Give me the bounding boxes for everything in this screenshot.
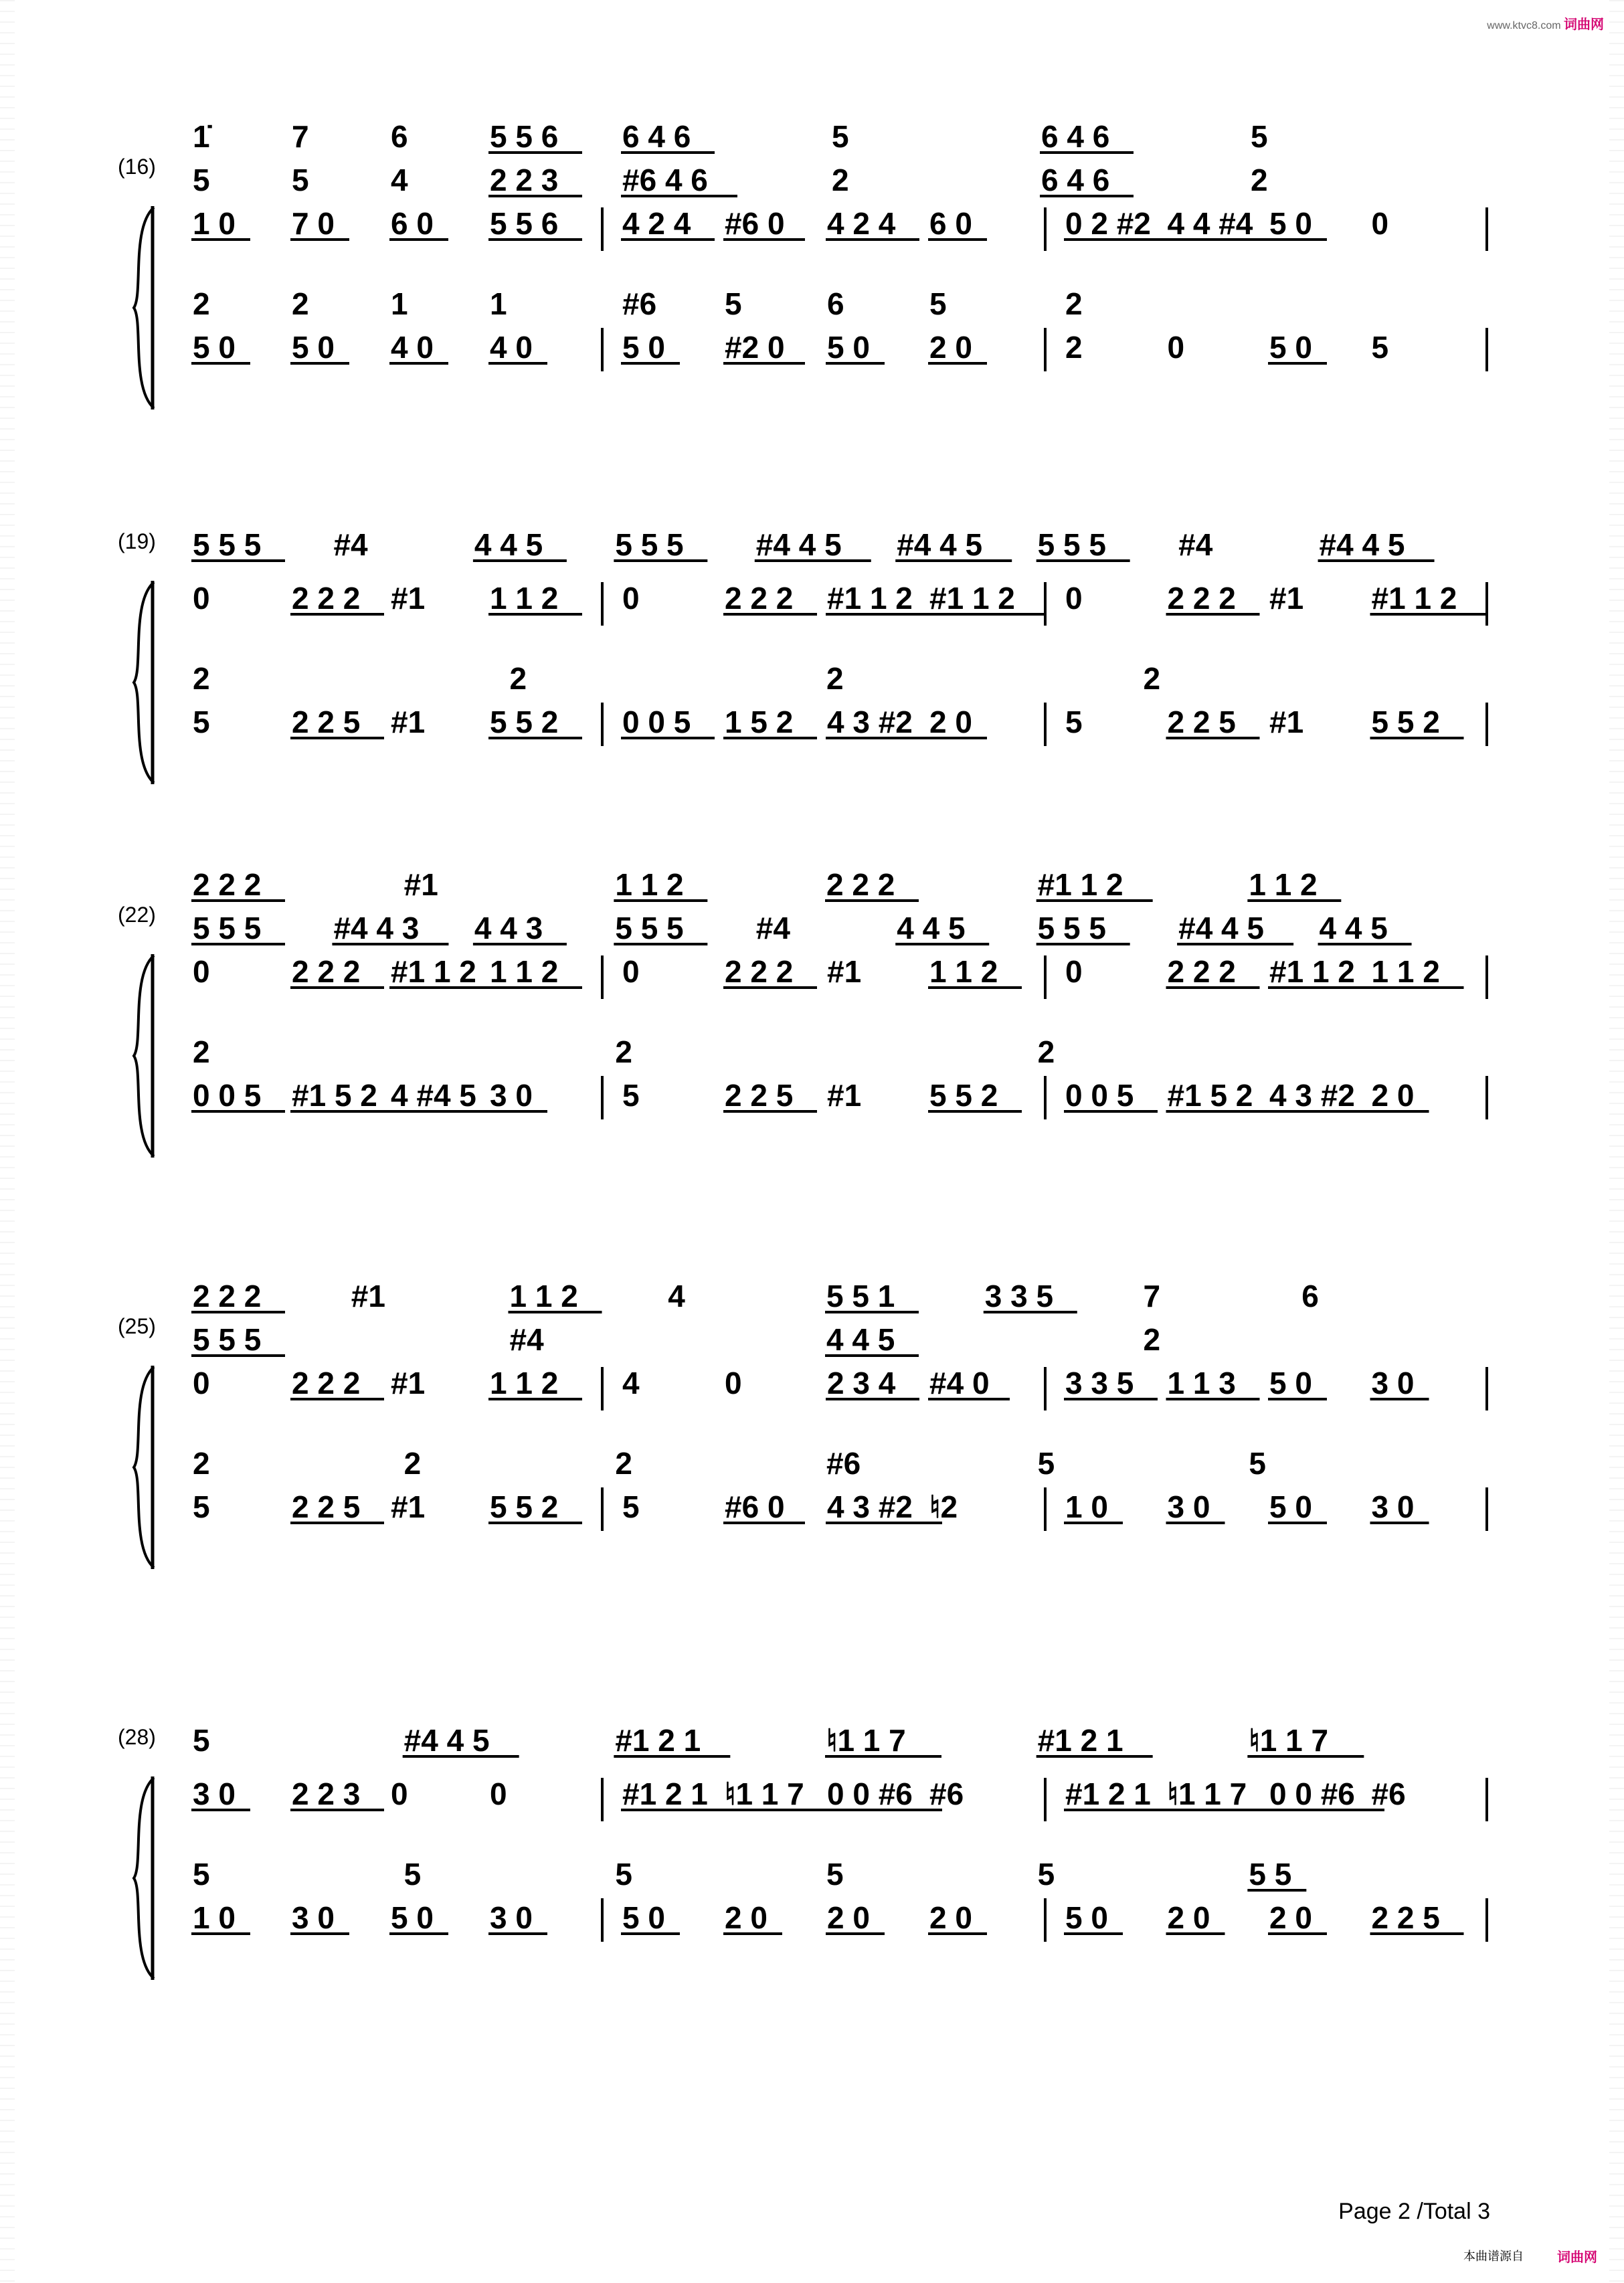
lower-row-note-group: 5 xyxy=(615,1857,632,1892)
lower-row-note-group: 2 2 5 xyxy=(292,1489,361,1524)
upper-row-note-group: #1 xyxy=(391,581,426,616)
upper-row-note-group: 2 3 4 xyxy=(827,1366,896,1400)
upper-row-note-group: 2 2 2 xyxy=(725,954,794,989)
lower-row-note-group: 2 xyxy=(193,1034,210,1069)
upper-row-note-group: ♮1 1 7 xyxy=(725,1776,804,1811)
upper-row-note-group: 5 xyxy=(193,163,210,197)
measure-number: (22) xyxy=(118,903,156,927)
upper-row-note-group: 5 xyxy=(1251,119,1268,154)
upper-row-note-group: #4 xyxy=(1178,527,1213,562)
lower-row-note-group: 0 0 5 xyxy=(622,705,691,739)
upper-row-note-group: #1 xyxy=(827,954,862,989)
lower-row-note-group: 5 5 2 xyxy=(1371,705,1440,739)
lower-row-note-group: 4 3 #2 xyxy=(827,1489,913,1524)
upper-row-note-group: 2 2 3 xyxy=(292,1776,361,1811)
lower-row-note-group: 1 0 xyxy=(193,1900,236,1935)
upper-row-note-group: 0 xyxy=(1065,954,1083,989)
upper-row-note-group: 1 1 2 xyxy=(509,1279,578,1313)
lower-row-note-group: #1 xyxy=(1269,705,1304,739)
upper-row-note-group: ♮1 1 7 xyxy=(1249,1723,1329,1758)
upper-row-note-group: 6 0 xyxy=(391,206,434,241)
upper-row-note-group: #1 xyxy=(403,867,438,902)
site-brand-logo: 词曲网 xyxy=(1564,17,1604,32)
lower-row-note-group: #1 xyxy=(391,1489,426,1524)
lower-row-note-group: 2 0 xyxy=(1269,1900,1312,1935)
score-system xyxy=(118,1279,1487,1569)
upper-row-note-group: 0 xyxy=(725,1366,742,1400)
lower-row-note-group: 4 3 #2 xyxy=(1269,1078,1355,1113)
lower-row-note-group: 2 0 xyxy=(827,1900,870,1935)
upper-row-note-group: 2 xyxy=(832,163,849,197)
upper-row-note-group: 4 xyxy=(391,163,408,197)
lower-row-note-group: #1 5 2 xyxy=(292,1078,377,1113)
score-system xyxy=(118,119,1487,409)
upper-row-note-group: #6 0 xyxy=(725,206,785,241)
lower-row-note-group: 2 xyxy=(615,1034,632,1069)
upper-row-note-group: 0 xyxy=(193,954,210,989)
measure-number: (25) xyxy=(118,1314,156,1338)
upper-row-note-group: #4 4 5 xyxy=(1178,911,1265,945)
lower-row-note-group: #2 0 xyxy=(725,330,785,365)
lower-row-note-group: 1 0 xyxy=(1065,1489,1108,1524)
upper-row-note-group: 2 2 2 xyxy=(292,1366,361,1400)
lower-row-note-group: 2 0 xyxy=(725,1900,768,1935)
upper-row-note-group: 2 2 2 xyxy=(826,867,895,902)
upper-row-note-group: ♮1 1 7 xyxy=(1167,1776,1247,1811)
upper-row-note-group: #1 1 2 xyxy=(391,954,476,989)
lower-row-note-group: 2 xyxy=(193,286,210,321)
lower-row-note-group: 0 0 5 xyxy=(1065,1078,1134,1113)
lower-row-note-group: 5 0 xyxy=(193,330,236,365)
lower-row-note-group: 2 xyxy=(193,1446,210,1481)
upper-row-note-group: 3 3 5 xyxy=(984,1279,1054,1313)
lower-row-note-group: 5 0 xyxy=(1269,1489,1312,1524)
lower-row-note-group: 2 2 5 xyxy=(725,1078,794,1113)
lower-row-note-group: 1 xyxy=(490,286,507,321)
upper-row-note-group: #1 2 1 xyxy=(1037,1723,1123,1758)
lower-row-note-group: 2 xyxy=(1143,661,1161,696)
lower-row-note-group: 5 xyxy=(193,705,210,739)
upper-row-note-group: #1 2 1 xyxy=(1065,1776,1151,1811)
upper-row-note-group: 6 0 xyxy=(929,206,972,241)
lower-row-note-group: 2 2 5 xyxy=(292,705,361,739)
upper-row-note-group: #1 xyxy=(1269,581,1304,616)
lower-row-note-group: 4 0 xyxy=(391,330,434,365)
upper-row-note-group: #1 1 2 xyxy=(1371,581,1457,616)
lower-row-note-group: 5 xyxy=(622,1489,640,1524)
upper-row-note-group: #4 4 5 xyxy=(403,1723,490,1758)
upper-row-note-group: 5 5 5 xyxy=(193,1322,262,1357)
lower-row-note-group: 5 0 xyxy=(1269,330,1312,365)
lower-row-note-group: 2 xyxy=(615,1446,632,1481)
upper-row-note-group: 4 4 5 xyxy=(1319,911,1388,945)
lower-row-note-group: 5 0 xyxy=(622,1900,665,1935)
upper-row-note-group: 1 1 2 xyxy=(1371,954,1440,989)
lower-row-note-group: 3 0 xyxy=(490,1078,533,1113)
upper-row-note-group: 1 1 2 xyxy=(490,581,559,616)
upper-row-note-group: 6 xyxy=(1301,1279,1319,1313)
lower-row-note-group: 2 0 xyxy=(929,705,972,739)
upper-row-note-group: 1 1 3 xyxy=(1167,1366,1236,1400)
upper-row-note-group: 3 0 xyxy=(1371,1366,1415,1400)
upper-row-note-group: #1 1 2 xyxy=(929,581,1015,616)
upper-row-note-group: 3 0 xyxy=(193,1776,236,1811)
upper-row-note-group: 5 5 6 xyxy=(490,206,559,241)
lower-row-note-group: 2 2 5 xyxy=(1371,1900,1440,1935)
lower-row-note-group: #6 xyxy=(622,286,657,321)
lower-row-note-group: 5 0 xyxy=(1065,1900,1108,1935)
upper-row-note-group: 0 xyxy=(1065,581,1083,616)
lower-row-note-group: 3 0 xyxy=(490,1900,533,1935)
upper-row-note-group: #6 xyxy=(929,1776,964,1811)
upper-row-note-group: 2 xyxy=(1143,1322,1161,1357)
upper-row-note-group: 5 xyxy=(832,119,849,154)
upper-row-note-group: #1 1 2 xyxy=(1269,954,1355,989)
upper-row-note-group: 7 xyxy=(1143,1279,1161,1313)
upper-row-note-group: #6 xyxy=(1371,1776,1406,1811)
lower-row-note-group: 5 0 xyxy=(292,330,335,365)
upper-row-note-group: 6 xyxy=(391,119,408,154)
footer-brand-logo: 词曲网 xyxy=(1557,2250,1597,2265)
upper-row-note-group: 1 1 2 xyxy=(929,954,998,989)
upper-row-note-group: 1 0 xyxy=(193,206,236,241)
lower-row-note-group: 5 xyxy=(193,1489,210,1524)
lower-row-note-group: 6 xyxy=(827,286,844,321)
upper-row-note-group: 4 2 4 xyxy=(622,206,691,241)
upper-row-note-group: 5 5 5 xyxy=(1037,527,1106,562)
lower-row-note-group: 2 xyxy=(1065,330,1083,365)
lower-row-note-group: 0 xyxy=(1167,330,1185,365)
lower-row-note-group: 2 2 5 xyxy=(1167,705,1236,739)
upper-row-note-group: 4 xyxy=(622,1366,640,1400)
upper-row-note-group: #1 2 1 xyxy=(615,1723,701,1758)
upper-row-note-group: 2 2 2 xyxy=(292,954,361,989)
lower-row-note-group: #1 xyxy=(827,1078,862,1113)
lower-row-note-group: #6 0 xyxy=(725,1489,785,1524)
upper-row-note-group: 0 xyxy=(490,1776,507,1811)
lower-row-note-group: 2 0 xyxy=(1371,1078,1415,1113)
upper-row-note-group: 4 4 3 xyxy=(474,911,543,945)
lower-row-note-group: 5 xyxy=(193,1857,210,1892)
upper-row-note-group: 5 0 xyxy=(1269,206,1312,241)
upper-row-note-group: 6 4 6 xyxy=(622,119,691,154)
lower-row-note-group: 3 0 xyxy=(292,1900,335,1935)
lower-row-note-group: 5 xyxy=(1065,705,1083,739)
upper-row-note-group: #6 4 6 xyxy=(622,163,708,197)
upper-row-note-group: 5 5 5 xyxy=(615,527,684,562)
lower-row-note-group: 5 5 2 xyxy=(490,1489,559,1524)
upper-row-note-group: 5 5 5 xyxy=(1037,911,1106,945)
source-note: 本曲谱源自 xyxy=(1463,2250,1524,2263)
lower-row-note-group: 2 xyxy=(509,661,527,696)
upper-row-note-group: #4 0 xyxy=(929,1366,990,1400)
upper-row-note-group: 2 2 2 xyxy=(193,867,262,902)
lower-row-note-group: 2 xyxy=(1065,286,1083,321)
upper-row-note-group: #4 4 5 xyxy=(897,527,983,562)
lower-row-note-group: 4 0 xyxy=(490,330,533,365)
upper-row-note-group: 5 5 5 xyxy=(615,911,684,945)
upper-row-note-group: 1 1 2 xyxy=(615,867,684,902)
score-system xyxy=(118,1723,1487,1980)
measure-number: (19) xyxy=(118,529,156,553)
lower-row-note-group: 5 xyxy=(725,286,742,321)
upper-row-note-group: 0 xyxy=(391,1776,408,1811)
upper-row-note-group: 5 5 5 xyxy=(193,911,262,945)
upper-row-note-group: 1 1 2 xyxy=(490,954,559,989)
upper-row-note-group: 0 xyxy=(622,954,640,989)
lower-row-note-group: 4 #4 5 xyxy=(391,1078,476,1113)
upper-row-note-group: #4 4 3 xyxy=(333,911,420,945)
upper-row-note-group: #4 xyxy=(333,527,368,562)
upper-row-note-group: 6 4 6 xyxy=(1041,119,1110,154)
upper-row-note-group: 5 xyxy=(292,163,309,197)
lower-row-note-group: 2 xyxy=(193,661,210,696)
upper-row-note-group: 4 2 4 xyxy=(827,206,896,241)
lower-row-note-group: 5 xyxy=(1037,1857,1055,1892)
upper-row-note-group: 2 2 2 xyxy=(1167,954,1236,989)
lower-row-note-group: #6 xyxy=(826,1446,861,1481)
upper-row-note-group: #4 xyxy=(755,911,790,945)
measure-number: (16) xyxy=(118,155,156,179)
lower-row-note-group: 5 5 2 xyxy=(929,1078,998,1113)
lower-row-note-group: 5 xyxy=(1249,1446,1266,1481)
upper-row-note-group: #1 2 1 xyxy=(622,1776,708,1811)
lower-row-note-group: 2 0 xyxy=(929,330,972,365)
upper-row-note-group: #4 4 5 xyxy=(1319,527,1405,562)
upper-row-note-group: 5 5 1 xyxy=(826,1279,895,1313)
score-system xyxy=(118,527,1487,784)
upper-row-note-group: 2 2 2 xyxy=(292,581,361,616)
upper-row-note-group: 1 1 2 xyxy=(490,1366,559,1400)
upper-row-note-group: 5 xyxy=(193,1723,210,1758)
upper-row-note-group: 1 1 2 xyxy=(1249,867,1318,902)
lower-row-note-group: 5 0 xyxy=(622,330,665,365)
upper-row-note-group: 4 4 5 xyxy=(826,1322,895,1357)
lower-row-note-group: 3 0 xyxy=(1371,1489,1415,1524)
upper-row-note-group: 0 xyxy=(193,1366,210,1400)
lower-row-note-group: 5 0 xyxy=(391,1900,434,1935)
upper-row-note-group: 4 xyxy=(668,1279,685,1313)
upper-row-note-group: 0 xyxy=(622,581,640,616)
upper-row-note-group: #4 4 5 xyxy=(755,527,842,562)
lower-row-note-group: 2 0 xyxy=(929,1900,972,1935)
lower-row-note-group: 5 xyxy=(826,1857,844,1892)
measure-number: (28) xyxy=(118,1725,156,1749)
upper-row-note-group: 5 5 5 xyxy=(193,527,262,562)
lower-row-note-group: 2 0 xyxy=(1167,1900,1210,1935)
lower-row-note-group: 5 xyxy=(929,286,947,321)
lower-row-note-group: 2 xyxy=(826,661,844,696)
page-indicator: Page 2 /Total 3 xyxy=(1338,2199,1490,2224)
upper-row-note-group: 7 0 xyxy=(292,206,335,241)
lower-row-note-group: 5 xyxy=(622,1078,640,1113)
upper-row-note-group: 2 2 3 xyxy=(490,163,559,197)
upper-row-note-group: 4 4 5 xyxy=(897,911,966,945)
lower-row-note-group: 5 5 2 xyxy=(490,705,559,739)
upper-row-note-group: 0 2 #2 xyxy=(1065,206,1151,241)
lower-row-note-group: 3 0 xyxy=(1167,1489,1210,1524)
site-url: www.ktvc8.com xyxy=(1487,20,1561,31)
lower-row-note-group: 2 xyxy=(292,286,309,321)
upper-row-note-group: 7 xyxy=(292,119,309,154)
lower-row-note-group: 1 xyxy=(391,286,408,321)
lower-row-note-group: 4 3 #2 xyxy=(827,705,913,739)
lower-row-note-group: #1 xyxy=(391,705,426,739)
upper-row-note-group: 2 2 2 xyxy=(725,581,794,616)
lower-row-note-group: 2 xyxy=(1037,1034,1055,1069)
score-system xyxy=(118,867,1487,1158)
upper-row-note-group: 2 2 2 xyxy=(193,1279,262,1313)
upper-row-note-group: #1 xyxy=(391,1366,426,1400)
upper-row-note-group: 1̇ xyxy=(193,119,210,154)
upper-row-note-group: 5 5 6 xyxy=(490,119,559,154)
upper-row-note-group: #1 1 2 xyxy=(827,581,913,616)
upper-row-note-group: 2 2 2 xyxy=(1167,581,1236,616)
lower-row-note-group: 5 5 xyxy=(1249,1857,1292,1892)
lower-row-note-group: 5 xyxy=(1371,330,1389,365)
lower-row-note-group: 5 0 xyxy=(827,330,870,365)
lower-row-note-group: ♮2 xyxy=(929,1489,958,1524)
lower-row-note-group: 1 5 2 xyxy=(725,705,794,739)
lower-row-note-group: 2 xyxy=(403,1446,422,1481)
upper-row-note-group: 0 xyxy=(1371,206,1389,241)
upper-row-note-group: 3 3 5 xyxy=(1065,1366,1134,1400)
lower-row-note-group: 5 xyxy=(403,1857,422,1892)
upper-row-note-group: #1 xyxy=(351,1279,385,1313)
upper-row-note-group: 0 xyxy=(193,581,210,616)
lower-row-note-group: 5 xyxy=(1037,1446,1055,1481)
upper-row-note-group: ♮1 1 7 xyxy=(826,1723,906,1758)
upper-row-note-group: 4 4 #4 xyxy=(1167,206,1253,241)
upper-row-note-group: #4 xyxy=(509,1322,544,1357)
upper-row-note-group: 4 4 5 xyxy=(474,527,543,562)
upper-row-note-group: #1 1 2 xyxy=(1037,867,1123,902)
lower-row-note-group: 0 0 5 xyxy=(193,1078,262,1113)
lower-row-note-group: #1 5 2 xyxy=(1167,1078,1253,1113)
upper-row-note-group: 0 0 #6 xyxy=(1269,1776,1355,1811)
upper-row-note-group: 5 0 xyxy=(1269,1366,1312,1400)
upper-row-note-group: 2 xyxy=(1251,163,1268,197)
upper-row-note-group: 0 0 #6 xyxy=(827,1776,913,1811)
upper-row-note-group: 6 4 6 xyxy=(1041,163,1110,197)
